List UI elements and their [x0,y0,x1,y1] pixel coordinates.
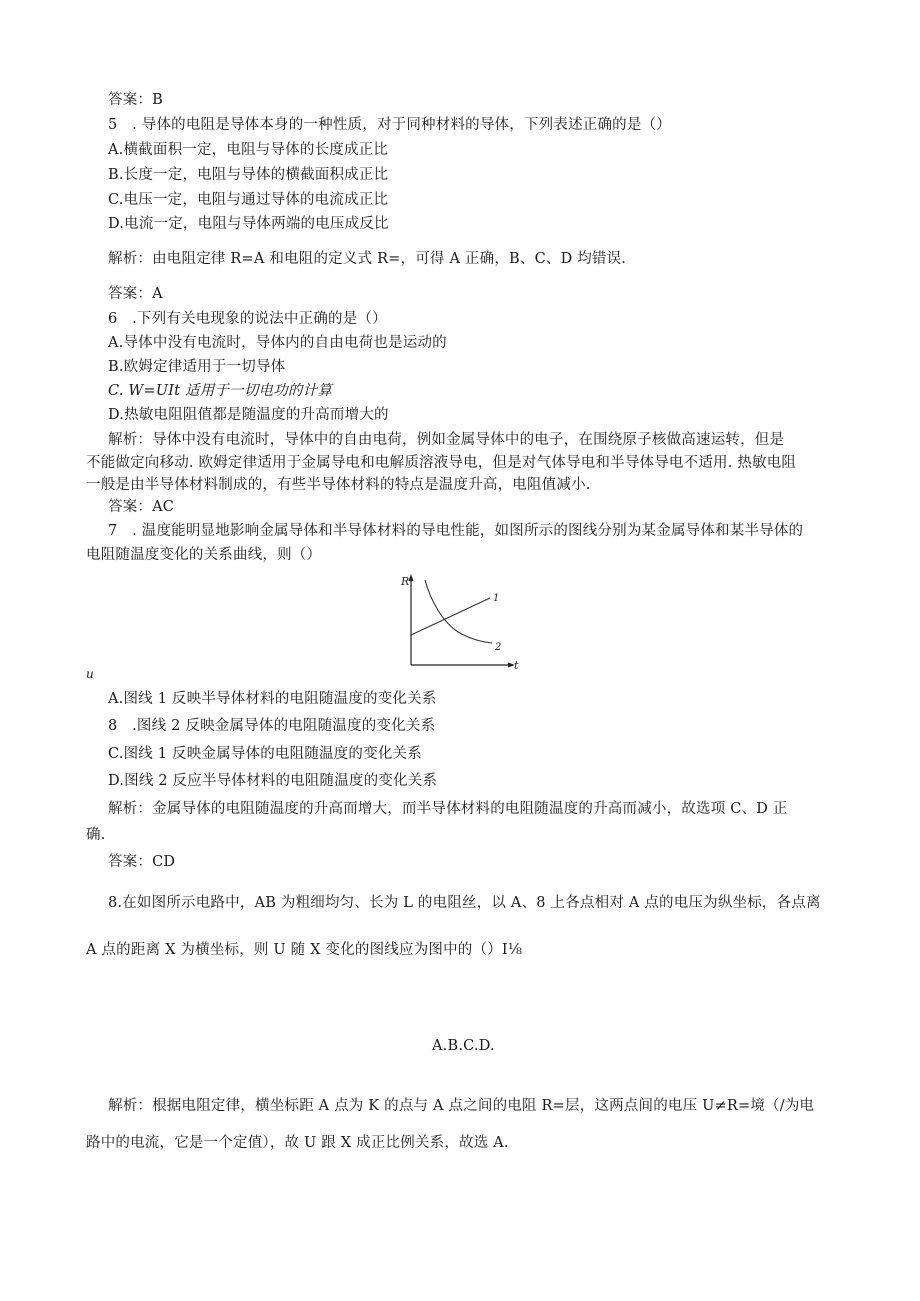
option-line: D.电流一定，电阻与导体两端的电压成反比 [108,216,389,232]
analysis-line: 解析：由电阻定律 R=A 和电阻的定义式 R=，可得 A 正确，B、C、D 均错误. [108,251,627,267]
option-line: C.电压一定，电阻与通过导体的电流成正比 [108,192,389,208]
analysis-line: 解析：金属导体的电阻随温度的升高而增大，而半导体材料的电阻随温度的升高而减小，故选项 C、D 正 [108,801,788,817]
question-5-stem: 5 . 导体的电阻是导体本身的一种性质，对于同种材料的导体，下列表述正确的是（） [108,117,671,133]
analysis-line: 解析：导体中没有电流时，导体中的自由电荷，例如金属导体中的电子，在围绕原子核做高速运转，但是 [108,432,785,448]
option-line: C.图线 1 反映金属导体的电阻随温度的变化关系 [108,746,422,762]
curve-1 [411,598,490,635]
analysis-line: 路中的电流，它是一个定值），故 U 跟 X 成正比例关系，故选 A. [86,1135,509,1151]
stray-mark: u [86,667,94,681]
answer-line: 答案：A [108,286,163,302]
analysis-line: 不能做定向移动. 欧姆定律适用于金属导电和电解质溶液导电，但是对气体导电和半导体导电不适用. 热敏电阻 [86,455,797,471]
option-line: A.横截面积一定，电阻与导体的长度成正比 [108,142,389,158]
analysis-line: 解析：根据电阻定律，横坐标距 A 点为 K 的点与 A 点之间的电阻 R=层，这两点间的电压 U≠R=境（/为电 [108,1098,815,1114]
option-line: D.热敏电阻阻值都是随温度的升高而增大的 [108,407,389,423]
question-8-stem: 8.在如图所示电路中，AB 为粗细均匀、长为 L 的电阻丝，以 A、8 上各点相对 A 点的电压为纵坐标，各点离 [108,895,821,911]
option-line: B.欧姆定律适用于一切导体 [108,359,286,375]
question-6-stem: 6 .下列有关电现象的说法中正确的是（） [108,311,387,327]
option-line: B.长度一定，电阻与导体的横截面积成正比 [108,167,389,183]
question-7-stem: 电阻随温度变化的关系曲线，则（） [86,547,322,563]
answer-line: 答案：AC [108,499,175,515]
option-line: A.图线 1 反映半导体材料的电阻随温度的变化关系 [108,691,437,707]
curve-2 [425,580,492,643]
option-line: 8 .图线 2 反映金属导体的电阻随温度的变化关系 [108,718,436,734]
option-line: A.导体中没有电流时，导体内的自由电荷也是运动的 [108,335,447,351]
answer-line: 答案：CD [108,854,176,870]
curve-2-label: 2 [495,642,502,653]
question-7-stem: 7 . 温度能明显地影响金属导体和半导体材料的导电性能，如图所示的图线分别为某金属导体和某半导体的 [108,523,804,539]
curve-1-label: 1 [493,593,500,604]
option-line: D.图线 2 反应半导体材料的电阻随温度的变化关系 [108,773,438,789]
x-axis-label: t [514,659,519,672]
analysis-line: 一般是由半导体材料制成的，有些半导体材料的特点是温度升高，电阻值减小. [86,477,591,493]
answer-line: 答案：B [108,92,163,108]
option-line: C. W=UIt 适用于一切电功的计算 [108,383,333,399]
analysis-line: 确. [86,827,106,843]
y-axis-label: R [401,575,410,588]
resistance-temperature-graph [398,572,524,672]
question-8-stem: A 点的距离 X 为横坐标，则 U 随 X 变化的图线应为图中的（）I⅛ [86,942,523,958]
answer-choices: A.B.C.D. [432,1038,495,1054]
